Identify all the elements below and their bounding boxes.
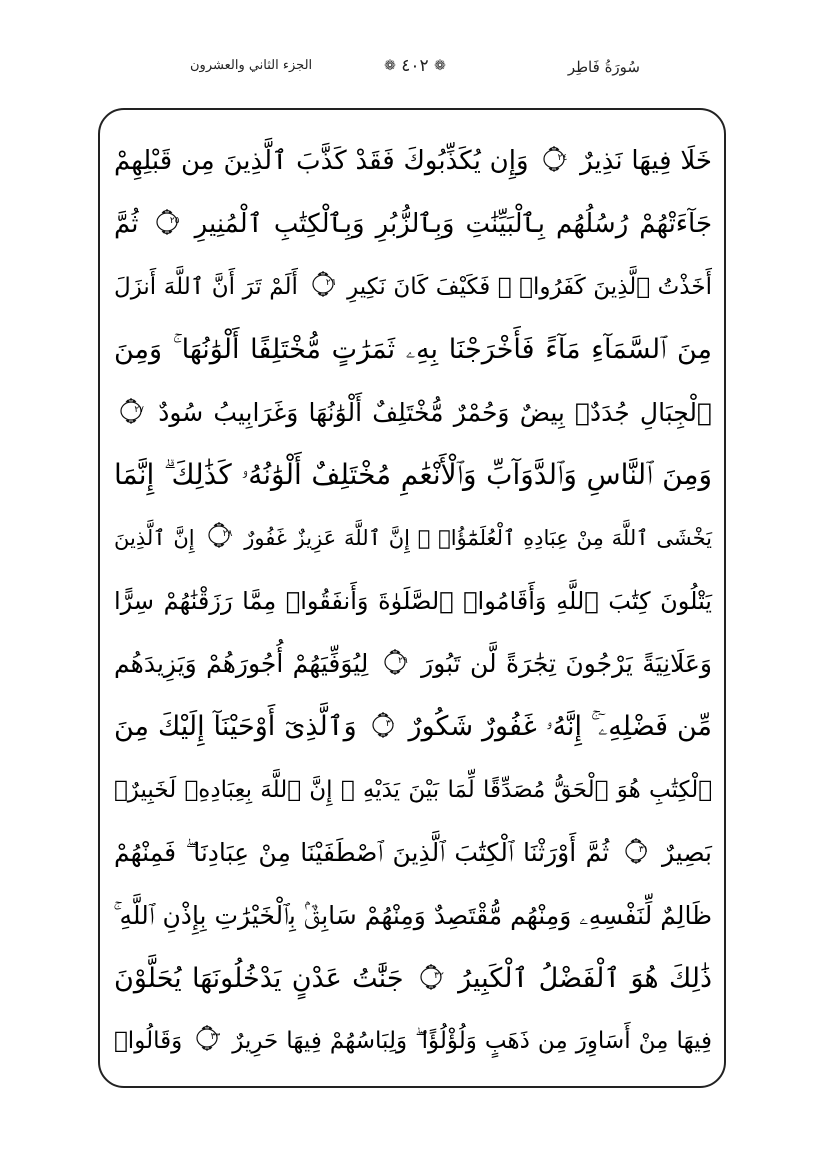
ayah-number: ٢٥ <box>169 215 180 226</box>
ayah-end-marker-icon <box>418 963 444 991</box>
text-line <box>114 891 712 954</box>
text-line <box>114 639 712 702</box>
verse-text: وَمِنَ ٱلنَّاسِ وَٱلدَّوَآبِّ وَٱلْأَنْعَٰمِ مُخْتَلِفٌ أَلْوَٰنُهُۥ كَذَٰلِكَ ۗ إِنَّمَا <box>114 458 712 492</box>
text-line <box>114 450 712 513</box>
ayah-number: ٢٧ <box>134 404 144 415</box>
verse-text: أَلَمْ تَرَ أَنَّ ٱللَّهَ أَنزَلَ <box>114 273 298 300</box>
verse-text: مِّن فَضْلِهِۦٓ ۚ إِنَّهُۥ غَفُورٌ شَكُورٌ <box>408 711 712 743</box>
text-line <box>114 765 712 828</box>
verse-text: ظَالِمٌ لِّنَفْسِهِۦ وَمِنْهُم مُّقْتَصِدٌ وَمِنْهُمْ سَابِقٌۢ بِٱلْخَيْرَٰتِ بِإِذْنِ ٱللَّهِ ۚ <box>113 900 712 930</box>
verse-text: ٱلْجِبَالِ جُدَدٌۢ بِيضٌ وَحُمْرٌ مُّخْتَلِفٌ أَلْوَٰنُهَا وَغَرَابِيبُ سُودٌ <box>158 397 713 427</box>
verse-text: ثُمَّ أَوْرَثْنَا ٱلْكِتَٰبَ ٱلَّذِينَ ٱصْطَفَيْنَا مِنْ عِبَادِنَا ۖ فَمِنْهُمْ <box>114 837 610 867</box>
verse-text: وَعَلَانِيَةً يَرْجُونَ تِجَٰرَةً لَّن تَبُورَ <box>421 649 713 679</box>
verse-text: ٱلْكِتَٰبِ هُوَ ٱلْحَقُّ مُصَدِّقًا لِّمَا بَيْنَ يَدَيْهِ ۗ إِنَّ ٱللَّهَ بِعِبَادِهِۦ لَخَبِيرٌۢ <box>114 776 712 803</box>
ayah-end-marker-icon <box>623 837 649 865</box>
verse-text: جَآءَتْهُمْ رُسُلُهُم بِٱلْبَيِّنَٰتِ وَبِٱلزُّبُرِ وَبِٱلْكِتَٰبِ ٱلْمُنِيرِ <box>194 208 713 239</box>
ayah-number: ٣٠ <box>385 719 396 730</box>
text-line <box>114 576 712 639</box>
verse-text: بَصِيرٌ <box>662 837 712 867</box>
text-line <box>114 262 712 325</box>
verse-text: يَتْلُونَ كِتَٰبَ ٱللَّهِ وَأَقَامُوا۟ ٱلصَّلَوٰةَ وَأَنفَقُوا۟ مِمَّا رَزَقْنَٰهُمْ سِرًّا <box>114 587 712 616</box>
quran-text <box>114 136 712 1079</box>
verse-text: وَٱلَّذِىٓ أَوْحَيْنَآ إِلَيْكَ مِنَ <box>114 711 357 743</box>
verse-text: ذَٰلِكَ هُوَ ٱلْفَضْلُ ٱلْكَبِيرُ <box>458 962 712 994</box>
ayah-number: ٣١ <box>638 844 649 855</box>
ayah-end-marker-icon <box>382 648 408 676</box>
verse-text: ثُمَّ <box>114 208 139 239</box>
text-line <box>114 954 712 1017</box>
page-header <box>190 56 640 86</box>
text-line <box>114 325 712 388</box>
verse-text: يَخْشَى ٱللَّهَ مِنْ عِبَادِهِ ٱلْعُلَمَٰٓؤُا۟ ۗ إِنَّ ٱللَّهَ عَزِيزٌ غَفُورٌ <box>244 526 712 551</box>
surah-name: سُورَةُ فَاطِر <box>567 58 640 76</box>
text-line <box>114 199 712 262</box>
ayah-number: ٢٩ <box>398 656 408 667</box>
ayah-end-marker-icon <box>194 1024 220 1052</box>
ornament-right-icon: ❁ <box>434 58 446 74</box>
verse-text: خَلَا فِيهَا نَذِيرٌ <box>580 146 712 176</box>
verse-text: مِنَ ٱلسَّمَآءِ مَآءً فَأَخْرَجْنَا بِهِۦ ثَمَرَٰتٍ مُّخْتَلِفًا أَلْوَٰنُهَا ۚ وَمِنَ <box>114 333 712 365</box>
ayah-end-marker-icon <box>370 711 396 739</box>
ayah-end-marker-icon <box>310 270 336 298</box>
juz-name: الجزء الثاني والعشرون <box>190 58 313 73</box>
verse-text: وَإِن يُكَذِّبُوكَ فَقَدْ كَذَّبَ ٱلَّذِينَ مِن قَبْلِهِمْ <box>114 146 529 176</box>
ayah-number: ٣٣ <box>210 1032 221 1043</box>
verse-text: أَخَذْتُ ٱلَّذِينَ كَفَرُوا۟ ۖ فَكَيْفَ كَانَ نَكِيرِ <box>347 273 712 300</box>
text-line <box>114 702 712 765</box>
ayah-number: ٢٨ <box>222 529 233 540</box>
ayah-end-marker-icon <box>541 145 567 173</box>
ayah-number: ٢٤ <box>557 153 568 163</box>
ayah-number: ٢٦ <box>325 277 336 288</box>
text-line <box>114 388 712 451</box>
verse-text: إِنَّ ٱلَّذِينَ <box>114 526 195 551</box>
ayah-end-marker-icon <box>118 397 144 425</box>
verse-text: وَقَالُوا۟ <box>114 1028 183 1055</box>
page-number-value: ٤٠٢ <box>401 56 429 76</box>
verse-text: جَنَّٰتُ عَدْنٍ يَدْخُلُونَهَا يُحَلَّوْنَ <box>114 962 404 994</box>
ornament-left-icon: ❁ <box>384 58 396 74</box>
ayah-number: ٣٢ <box>434 970 444 981</box>
page-number <box>384 56 446 76</box>
text-line <box>114 828 712 891</box>
text-line <box>114 136 712 199</box>
verse-text: فِيهَا مِنْ أَسَاوِرَ مِن ذَهَبٍ وَلُؤْلُؤًا ۖ وَلِبَاسُهُمْ فِيهَا حَرِيرٌ <box>232 1028 713 1055</box>
verse-text: لِيُوَفِّيَهُمْ أُجُورَهُمْ وَيَزِيدَهُم <box>114 649 369 679</box>
text-line <box>114 513 712 576</box>
ayah-end-marker-icon <box>206 521 232 549</box>
text-line <box>114 1016 712 1079</box>
ayah-end-marker-icon <box>154 208 180 236</box>
